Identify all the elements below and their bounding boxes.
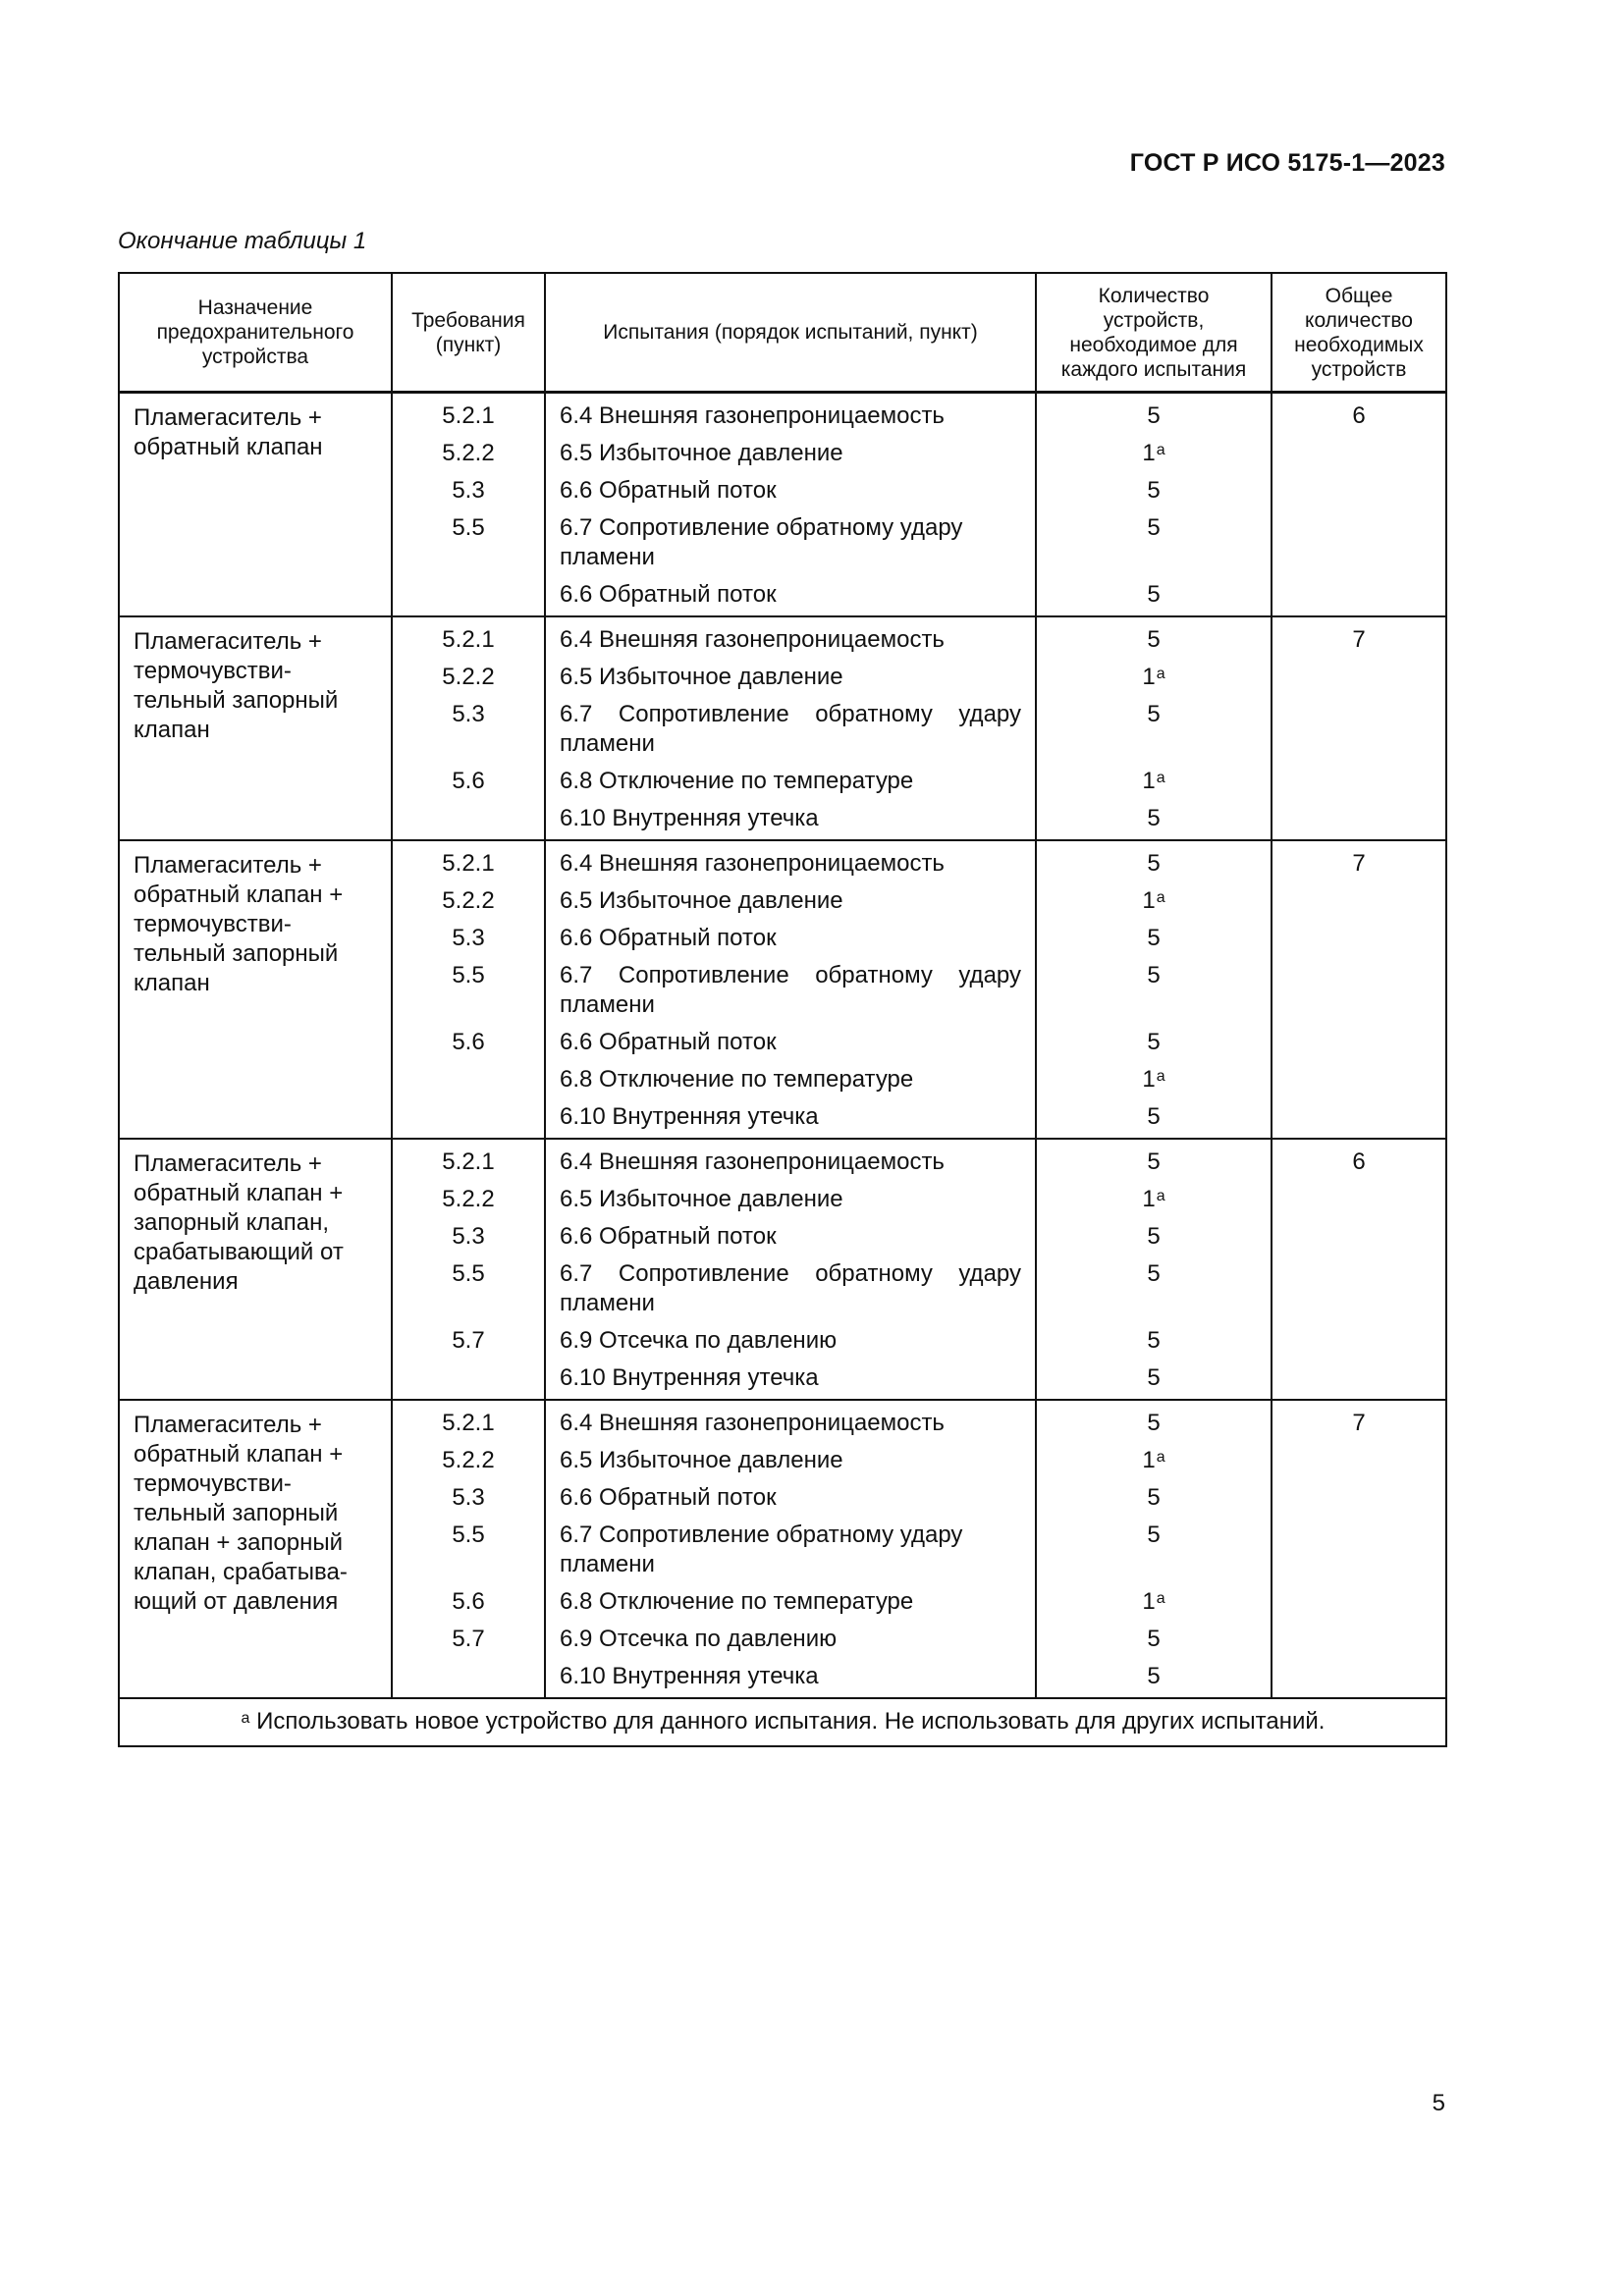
requirement-cell: 5.5 bbox=[392, 1252, 545, 1318]
table-row bbox=[119, 616, 1446, 655]
test-cell bbox=[545, 1020, 1036, 1057]
count-cell bbox=[1036, 1139, 1272, 1177]
test-cell bbox=[545, 1214, 1036, 1252]
test-name: 6.4 Внешняя газонепроницаемость bbox=[560, 1410, 945, 1436]
count-cell bbox=[1036, 953, 1272, 1020]
column-header-device: Назначение предохранительного устройства bbox=[119, 273, 392, 393]
test-name: 6.9 Отсечка по давлению bbox=[560, 1626, 838, 1652]
requirement-cell: 5.5 bbox=[392, 953, 545, 1020]
test-name: 6.7 Сопротивление обратному удару пламени bbox=[560, 962, 1021, 1018]
count-cell bbox=[1036, 1356, 1272, 1400]
count-cell bbox=[1036, 916, 1272, 953]
count-value: 5 bbox=[1147, 477, 1161, 504]
count-value: 5 bbox=[1147, 581, 1161, 608]
test-cell bbox=[545, 655, 1036, 692]
test-name: 6.6 Обратный поток bbox=[560, 1223, 777, 1250]
count-value: 1 bbox=[1142, 1066, 1156, 1093]
count-value: 5 bbox=[1147, 701, 1161, 727]
test-cell bbox=[545, 1252, 1036, 1318]
test-name: 6.9 Отсечка по давлению bbox=[560, 1327, 838, 1354]
footnote-text: Использовать новое устройство для данного испытания. Не использовать для других испытаний. bbox=[256, 1708, 1326, 1735]
table-header bbox=[119, 273, 1446, 393]
test-cell bbox=[545, 953, 1036, 1020]
count-cell bbox=[1036, 1438, 1272, 1475]
requirement-cell: 5.2.1 bbox=[392, 393, 545, 432]
requirement-cell: 5.6 bbox=[392, 759, 545, 796]
count-cell bbox=[1036, 431, 1272, 468]
count-cell bbox=[1036, 1095, 1272, 1139]
test-name: 6.5 Избыточное давление bbox=[560, 664, 843, 690]
requirement-cell: 5.2.2 bbox=[392, 655, 545, 692]
device-name-cell: Пламегаситель + обратный клапан bbox=[119, 393, 392, 617]
count-value: 5 bbox=[1147, 1410, 1161, 1436]
column-header-requirements: Требования (пункт) bbox=[392, 273, 545, 393]
count-cell bbox=[1036, 1513, 1272, 1579]
test-cell bbox=[545, 1057, 1036, 1095]
test-cell bbox=[545, 616, 1036, 655]
table-footnote bbox=[119, 1698, 1446, 1746]
requirement-cell bbox=[392, 1095, 545, 1139]
count-value: 1 bbox=[1142, 1447, 1156, 1473]
test-name: 6.5 Избыточное давление bbox=[560, 1186, 843, 1212]
requirement-cell bbox=[392, 1654, 545, 1698]
footnote-ref: a bbox=[1156, 442, 1165, 458]
test-name: 6.7 Сопротивление обратному удару пламени bbox=[560, 1522, 963, 1577]
count-cell bbox=[1036, 1400, 1272, 1438]
count-value: 1 bbox=[1142, 1588, 1156, 1615]
requirement-cell: 5.7 bbox=[392, 1617, 545, 1654]
footnote-ref: a bbox=[1156, 1068, 1165, 1085]
test-cell bbox=[545, 1438, 1036, 1475]
column-header-tests: Испытания (порядок испытаний, пункт) bbox=[545, 273, 1036, 393]
count-value: 1 bbox=[1142, 664, 1156, 690]
count-value: 1 bbox=[1142, 887, 1156, 914]
table-caption: Окончание таблицы 1 bbox=[118, 228, 367, 254]
test-cell bbox=[545, 796, 1036, 840]
test-name: 6.8 Отключение по температуре bbox=[560, 768, 914, 794]
count-cell bbox=[1036, 1654, 1272, 1698]
test-name: 6.8 Отключение по температуре bbox=[560, 1588, 914, 1615]
count-cell bbox=[1036, 692, 1272, 759]
requirement-cell: 5.2.2 bbox=[392, 1177, 545, 1214]
requirement-cell: 5.2.1 bbox=[392, 616, 545, 655]
device-name-cell: Пламегаситель + обратный клапан + термочувстви-тельный запорный клапан + запорный клапан, срабатыва-ющий от давления bbox=[119, 1400, 392, 1698]
count-cell bbox=[1036, 1252, 1272, 1318]
footnote-ref: a bbox=[1156, 1449, 1165, 1466]
table-row bbox=[119, 1139, 1446, 1177]
test-name: 6.4 Внешняя газонепроницаемость bbox=[560, 1148, 945, 1175]
count-cell bbox=[1036, 1177, 1272, 1214]
count-value: 5 bbox=[1147, 1626, 1161, 1652]
count-value: 5 bbox=[1147, 514, 1161, 541]
test-cell bbox=[545, 840, 1036, 879]
requirement-cell: 5.6 bbox=[392, 1020, 545, 1057]
test-name: 6.6 Обратный поток bbox=[560, 1484, 777, 1511]
requirement-cell: 5.5 bbox=[392, 506, 545, 572]
requirement-cell: 5.3 bbox=[392, 1214, 545, 1252]
count-value: 5 bbox=[1147, 1364, 1161, 1391]
test-name: 6.4 Внешняя газонепроницаемость bbox=[560, 626, 945, 653]
test-cell bbox=[545, 393, 1036, 432]
count-value: 5 bbox=[1147, 1484, 1161, 1511]
count-value: 5 bbox=[1147, 962, 1161, 988]
test-name: 6.6 Обратный поток bbox=[560, 477, 777, 504]
footnote-mark: a bbox=[241, 1710, 250, 1727]
requirement-cell bbox=[392, 1356, 545, 1400]
test-name: 6.6 Обратный поток bbox=[560, 1029, 777, 1055]
requirement-cell: 5.2.1 bbox=[392, 840, 545, 879]
test-cell bbox=[545, 759, 1036, 796]
count-cell bbox=[1036, 616, 1272, 655]
count-value: 5 bbox=[1147, 1663, 1161, 1689]
total-count-cell: 7 bbox=[1272, 1400, 1446, 1698]
count-cell bbox=[1036, 1214, 1272, 1252]
requirement-cell bbox=[392, 796, 545, 840]
table-row bbox=[119, 1400, 1446, 1438]
count-cell bbox=[1036, 1579, 1272, 1617]
count-value: 5 bbox=[1147, 805, 1161, 831]
count-cell bbox=[1036, 506, 1272, 572]
document-code: ГОСТ Р ИСО 5175-1—2023 bbox=[1129, 149, 1445, 177]
requirement-cell: 5.7 bbox=[392, 1318, 545, 1356]
total-count-cell: 6 bbox=[1272, 393, 1446, 617]
count-cell bbox=[1036, 840, 1272, 879]
test-cell bbox=[545, 879, 1036, 916]
count-cell bbox=[1036, 655, 1272, 692]
test-cell bbox=[545, 1475, 1036, 1513]
total-count-cell: 7 bbox=[1272, 616, 1446, 840]
test-cell bbox=[545, 1356, 1036, 1400]
requirement-cell: 5.3 bbox=[392, 692, 545, 759]
count-value: 5 bbox=[1147, 1260, 1161, 1287]
requirement-cell: 5.3 bbox=[392, 468, 545, 506]
count-cell bbox=[1036, 879, 1272, 916]
count-cell bbox=[1036, 1020, 1272, 1057]
page-number: 5 bbox=[1432, 2090, 1445, 2116]
device-name-cell: Пламегаситель + обратный клапан + запорный клапан, срабатывающий от давления bbox=[119, 1139, 392, 1400]
test-name: 6.10 Внутренняя утечка bbox=[560, 805, 819, 831]
requirement-cell: 5.5 bbox=[392, 1513, 545, 1579]
count-value: 1 bbox=[1142, 1186, 1156, 1212]
count-value: 5 bbox=[1147, 850, 1161, 877]
test-name: 6.8 Отключение по температуре bbox=[560, 1066, 914, 1093]
count-cell bbox=[1036, 468, 1272, 506]
requirement-cell: 5.2.1 bbox=[392, 1400, 545, 1438]
count-cell bbox=[1036, 759, 1272, 796]
test-name: 6.4 Внешняя газонепроницаемость bbox=[560, 850, 945, 877]
count-value: 5 bbox=[1147, 1029, 1161, 1055]
footnote-ref: a bbox=[1156, 666, 1165, 682]
footnote-ref: a bbox=[1156, 1188, 1165, 1204]
count-cell bbox=[1036, 1475, 1272, 1513]
count-value: 5 bbox=[1147, 402, 1161, 429]
requirement-cell: 5.3 bbox=[392, 1475, 545, 1513]
footnote-ref: a bbox=[1156, 889, 1165, 906]
test-cell bbox=[545, 1654, 1036, 1698]
test-name: 6.7 Сопротивление обратному удару пламени bbox=[560, 701, 1021, 757]
count-value: 5 bbox=[1147, 1327, 1161, 1354]
count-cell bbox=[1036, 796, 1272, 840]
requirement-cell: 5.2.2 bbox=[392, 879, 545, 916]
test-cell bbox=[545, 1400, 1036, 1438]
count-cell bbox=[1036, 393, 1272, 432]
requirement-cell: 5.2.1 bbox=[392, 1139, 545, 1177]
test-name: 6.6 Обратный поток bbox=[560, 925, 777, 951]
test-cell bbox=[545, 1095, 1036, 1139]
total-count-cell: 7 bbox=[1272, 840, 1446, 1139]
test-cell bbox=[545, 468, 1036, 506]
requirement-cell: 5.2.2 bbox=[392, 1438, 545, 1475]
count-value: 5 bbox=[1147, 1103, 1161, 1130]
table-body bbox=[119, 393, 1446, 1699]
test-cell bbox=[545, 1579, 1036, 1617]
table-row bbox=[119, 840, 1446, 879]
footnote-ref: a bbox=[1156, 1590, 1165, 1607]
test-cell bbox=[545, 1318, 1036, 1356]
requirements-table bbox=[118, 272, 1447, 1747]
table-row bbox=[119, 393, 1446, 432]
test-name: 6.7 Сопротивление обратному удару пламени bbox=[560, 514, 963, 570]
test-name: 6.10 Внутренняя утечка bbox=[560, 1663, 819, 1689]
device-name-cell: Пламегаситель + обратный клапан + термочувстви-тельный запорный клапан bbox=[119, 840, 392, 1139]
test-cell bbox=[545, 1177, 1036, 1214]
count-value: 5 bbox=[1147, 1148, 1161, 1175]
test-cell bbox=[545, 572, 1036, 616]
test-name: 6.5 Избыточное давление bbox=[560, 440, 843, 466]
count-cell bbox=[1036, 1617, 1272, 1654]
test-cell bbox=[545, 916, 1036, 953]
test-cell bbox=[545, 692, 1036, 759]
count-value: 5 bbox=[1147, 1223, 1161, 1250]
requirement-cell bbox=[392, 572, 545, 616]
count-value: 5 bbox=[1147, 626, 1161, 653]
device-name-cell: Пламегаситель + термочувстви-тельный запорный клапан bbox=[119, 616, 392, 840]
requirement-cell: 5.3 bbox=[392, 916, 545, 953]
test-name: 6.5 Избыточное давление bbox=[560, 1447, 843, 1473]
requirement-cell bbox=[392, 1057, 545, 1095]
column-header-total-count: Общее количество необходимых устройств bbox=[1272, 273, 1446, 393]
column-header-count-per-test: Количество устройств, необходимое для каждого испытания bbox=[1036, 273, 1272, 393]
requirement-cell: 5.2.2 bbox=[392, 431, 545, 468]
test-name: 6.4 Внешняя газонепроницаемость bbox=[560, 402, 945, 429]
test-cell bbox=[545, 506, 1036, 572]
count-cell bbox=[1036, 1318, 1272, 1356]
count-value: 1 bbox=[1142, 768, 1156, 794]
footnote-ref: a bbox=[1156, 770, 1165, 786]
test-name: 6.7 Сопротивление обратному удару пламени bbox=[560, 1260, 1021, 1316]
count-value: 1 bbox=[1142, 440, 1156, 466]
test-name: 6.5 Избыточное давление bbox=[560, 887, 843, 914]
test-name: 6.10 Внутренняя утечка bbox=[560, 1103, 819, 1130]
test-cell bbox=[545, 1617, 1036, 1654]
count-value: 5 bbox=[1147, 1522, 1161, 1548]
count-cell bbox=[1036, 572, 1272, 616]
test-name: 6.6 Обратный поток bbox=[560, 581, 777, 608]
test-name: 6.10 Внутренняя утечка bbox=[560, 1364, 819, 1391]
count-cell bbox=[1036, 1057, 1272, 1095]
test-cell bbox=[545, 431, 1036, 468]
total-count-cell: 6 bbox=[1272, 1139, 1446, 1400]
requirement-cell: 5.6 bbox=[392, 1579, 545, 1617]
test-cell bbox=[545, 1139, 1036, 1177]
count-value: 5 bbox=[1147, 925, 1161, 951]
test-cell bbox=[545, 1513, 1036, 1579]
